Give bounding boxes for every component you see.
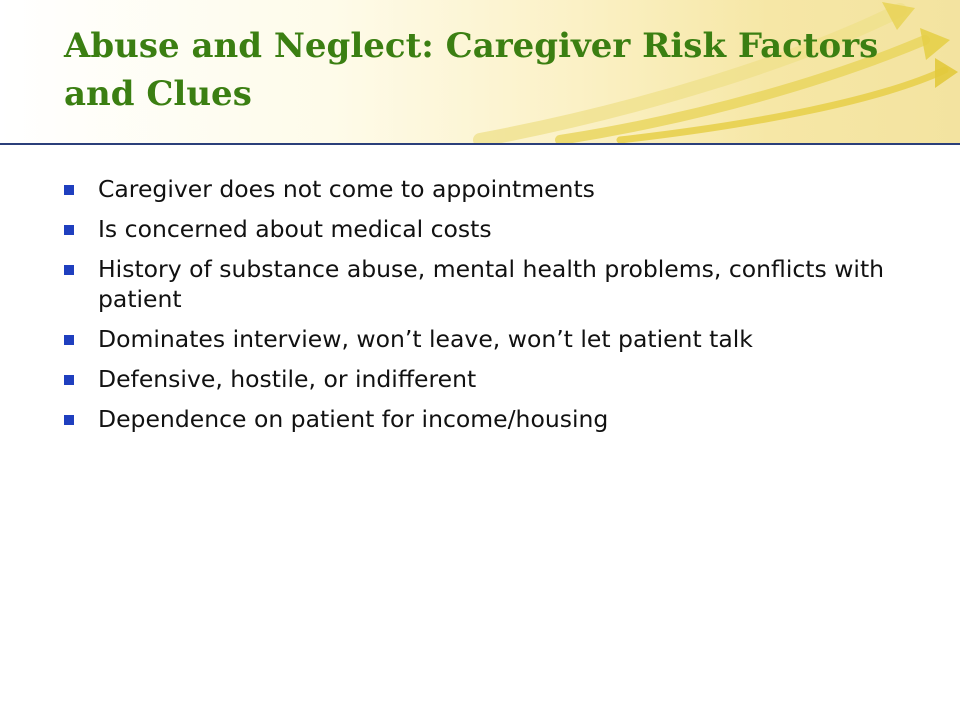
square-bullet-icon [64,375,74,385]
bullet-item [62,404,922,434]
slide-title: Abuse and Neglect: Caregiver Risk Factors and Clues [64,26,879,114]
bullet-item [62,324,922,354]
square-bullet-icon [64,185,74,195]
bullet-item [62,174,922,204]
square-bullet-icon [64,415,74,425]
bullet-list [62,174,922,444]
bullet-text: Caregiver does not come to appointments [98,175,595,203]
bullet-item [62,364,922,394]
bullet-item [62,254,922,314]
square-bullet-icon [64,265,74,275]
bullet-item [62,214,922,244]
header-divider [0,143,960,145]
square-bullet-icon [64,225,74,235]
bullet-text: Dominates interview, won’t leave, won’t let patient talk [98,325,753,353]
bullet-text: Is concerned about medical costs [98,215,492,243]
bullet-text: Defensive, hostile, or indifferent [98,365,477,393]
bullet-text: Dependence on patient for income/housing [98,405,609,433]
bullet-text: History of substance abuse, mental health problems, conflicts with patient [98,255,885,313]
square-bullet-icon [64,335,74,345]
